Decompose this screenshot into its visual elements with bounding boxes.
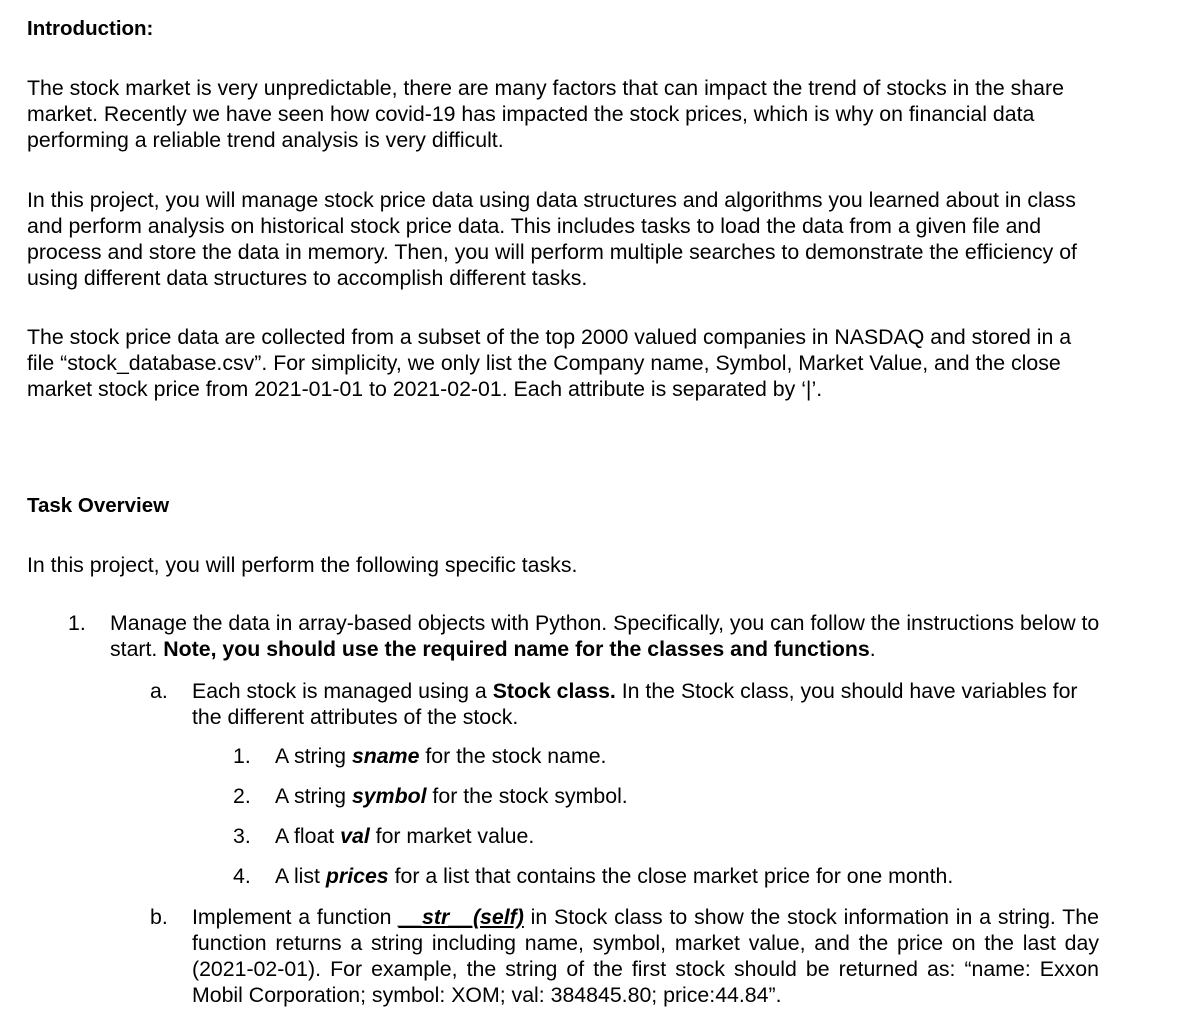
attribute-sname: sname [351, 744, 420, 768]
task-1-note: Note, you should use the required name for the classes and functions [163, 637, 870, 661]
task-1-text [110, 610, 1100, 662]
attribute-3-text [275, 823, 534, 849]
attribute-2-pre: A string [275, 784, 352, 808]
introduction-heading: Introduction: [27, 17, 154, 40]
task-1a-text [192, 678, 1102, 730]
attribute-3-marker: 3. [233, 824, 251, 848]
attribute-3-post: for market value. [369, 824, 535, 848]
task-1b-marker: b. [150, 905, 168, 929]
attribute-symbol: symbol [351, 784, 427, 808]
task-1-marker: 1. [68, 611, 86, 635]
task-1-body: Manage the data in array-based objects with Python. Specifically, you can follow the instructions below to start. [110, 611, 1100, 661]
task-1b-text [192, 904, 1099, 1008]
attribute-4-pre: A list [275, 864, 326, 888]
task-1a-pre: Each stock is managed using a [192, 679, 493, 703]
attribute-1-post: for the stock name. [419, 744, 607, 768]
attribute-val: val [340, 824, 370, 848]
attribute-2-post: for the stock symbol. [426, 784, 628, 808]
str-function-name: __str__(self) [398, 905, 524, 929]
attribute-4-text [275, 863, 953, 889]
attribute-1-text [275, 743, 606, 769]
stock-class-label: Stock class. [492, 679, 616, 703]
intro-paragraph-1: The stock market is very unpredictable, there are many factors that can impact the trend of stocks in the share market. Recently we have seen how covid-19 has impacted the stock prices, which is why on financial data performing a reliable trend analysis is very difficult. [27, 76, 1064, 152]
task-overview-heading: Task Overview [27, 494, 170, 517]
task-overview-intro: In this project, you will perform the following specific tasks. [27, 553, 578, 577]
attribute-2-marker: 2. [233, 784, 251, 808]
attribute-3-pre: A float [275, 824, 341, 848]
attribute-1-pre: A string [275, 744, 352, 768]
intro-paragraph-2: In this project, you will manage stock price data using data structures and algorithms you learned about in class and perform analysis on historical stock price data. This includes tasks to load the data from a given file and process and store the data in memory. Then, you will perform multiple searches to demonstrate the efficiency of using different data structures to accomplish different tasks. [27, 188, 1077, 290]
task-1a-marker: a. [150, 679, 168, 703]
attribute-4-post: for a list that contains the close market price for one month. [388, 864, 954, 888]
task-1a-post: In the Stock class, you should have variables for the different attributes of the stock. [192, 679, 1078, 729]
task-1b-pre: Implement a function [192, 905, 399, 929]
task-1-note-end: . [869, 637, 876, 661]
attribute-2-text [275, 783, 628, 809]
attribute-4-marker: 4. [233, 864, 251, 888]
intro-paragraph-3: The stock price data are collected from a subset of the top 2000 valued companies in NASDAQ and stored in a file “stock_database.csv”. For simplicity, we only list the Company name, Symbol, Market Value, and the close market stock price from 2021-01-01 to 2021-02-01. Each attribute is separated by ‘|’. [27, 325, 1072, 401]
attribute-1-marker: 1. [233, 744, 251, 768]
attribute-prices: prices [325, 864, 389, 888]
task-1b-post: in Stock class to show the stock information in a string. The function returns a string including name, symbol, market value, and the price on the last day (2021-02-01). For example, the string of the first stock should be returned as: “name: Exxon Mobil Corporation; symbol: XOM; val: 384845.80; price:44.84”. [192, 905, 1099, 1007]
